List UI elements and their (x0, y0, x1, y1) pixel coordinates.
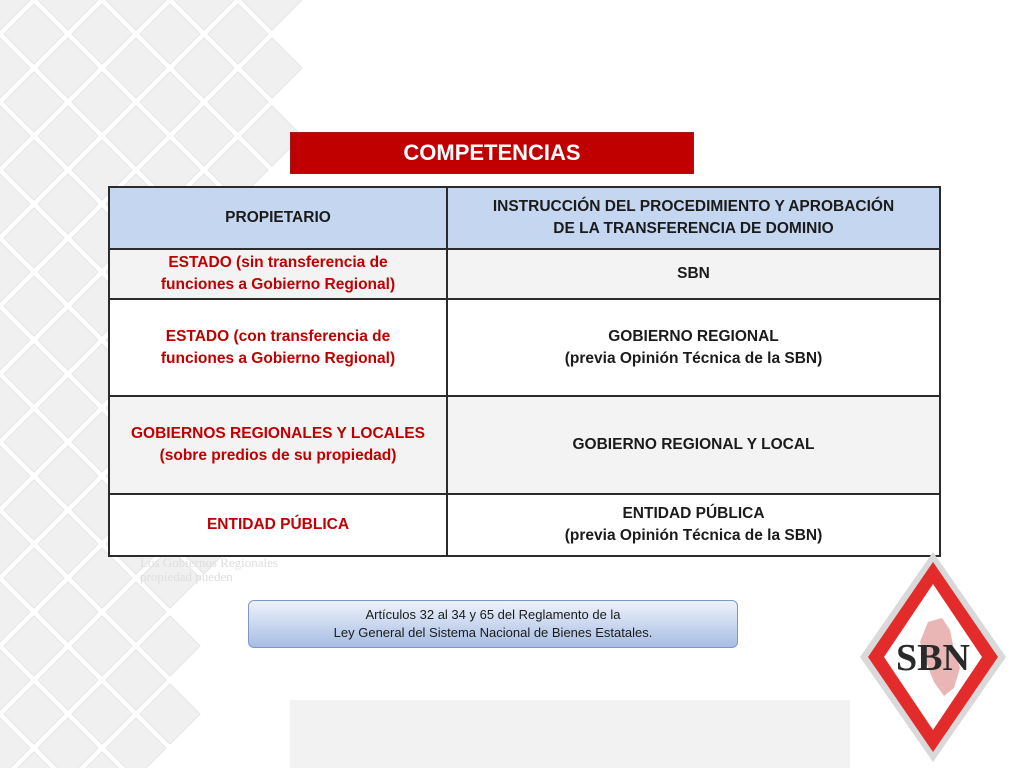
owner-line2: (sobre predios de su propiedad) (159, 447, 397, 464)
table-row (109, 299, 940, 396)
table-row (109, 396, 940, 494)
logo-text: SBN (896, 637, 970, 679)
legal-reference-box (248, 600, 738, 648)
instruction-line1: ENTIDAD PÚBLICA (622, 505, 765, 522)
table-row (109, 494, 940, 556)
reference-line2: Ley General del Sistema Nacional de Bienes Estatales. (333, 625, 653, 640)
instruction-header-line2: DE LA TRANSFERENCIA DE DOMINIO (553, 220, 834, 237)
table-header-row (109, 187, 940, 249)
faded-text-line2: propiedad pueden (140, 569, 233, 584)
instruction-line2: (previa Opinión Técnica de la SBN) (564, 527, 823, 544)
owner-line2: funciones a Gobierno Regional) (160, 349, 396, 367)
owner-line1: GOBIERNOS REGIONALES Y LOCALES (131, 425, 425, 442)
instruction-cell (447, 494, 940, 556)
instruction-line1: SBN (677, 265, 710, 282)
instruction-line1: GOBIERNO REGIONAL Y LOCAL (572, 436, 815, 453)
owner-line2: funciones a Gobierno Regional) (160, 276, 396, 293)
instruction-line2: (previa Opinión Técnica de la SBN) (564, 349, 823, 367)
reference-line1: Artículos 32 al 34 y 65 del Reglamento de la (365, 607, 621, 622)
instruction-header-line1: INSTRUCCIÓN DEL PROCEDIMIENTO Y APROBACIÓN (492, 198, 895, 215)
instruction-cell (447, 396, 940, 494)
owner-line1: ENTIDAD PÚBLICA (206, 516, 350, 533)
instruction-cell (447, 249, 940, 299)
owner-cell (109, 299, 447, 396)
table-row (109, 249, 940, 299)
owner-line1: ESTADO (con transferencia de (165, 327, 391, 345)
owner-cell (109, 249, 447, 299)
instruction-header (447, 187, 940, 249)
faded-text-line1: Los Gobiernos Regionales (140, 555, 278, 570)
owner-cell (109, 396, 447, 494)
owner-header: PROPIETARIO (109, 187, 447, 249)
faded-background-text (140, 556, 278, 584)
competencias-table (108, 186, 941, 557)
sbn-logo (858, 550, 1008, 765)
page-title: COMPETENCIAS (290, 132, 694, 174)
instruction-cell (447, 299, 940, 396)
owner-line1: ESTADO (sin transferencia de (168, 254, 388, 271)
instruction-line1: GOBIERNO REGIONAL (608, 327, 779, 345)
owner-cell (109, 494, 447, 556)
